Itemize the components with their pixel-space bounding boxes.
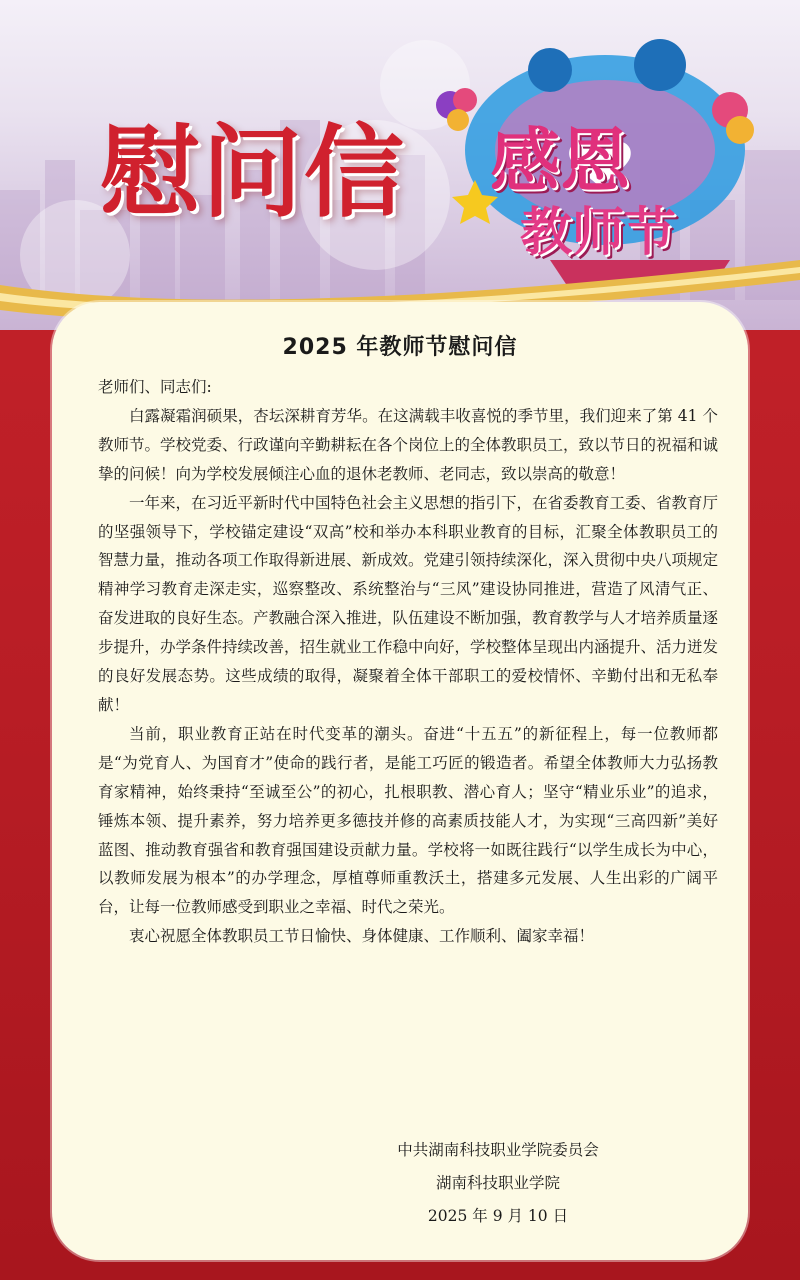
letter-paragraph: 衷心祝愿全体教职员工节日愉快、身体健康、工作顺利、阖家幸福！	[129, 927, 595, 946]
letter-paragraph: 当前，职业教育正站在时代变革的潮头。奋进“十五五”的新征程上，每一位教师都是“为党育人、为国育才”使命的践行者，是能工巧匠的锻造者。希望全体教师大力弘扬教育家精神，始终秉持“至诚至公”的初心，扎根职教、潜心育人；坚守“精业乐业”的追求，锤炼本领、提升素养，努力培养更多德技并修的高素质技能人才，为实现“三高四新”美好蓝图、推动教育强省和教育强国建设贡献力量。学校将一如既往践行“以学生成长为中心，以教师发展为根本”的办学理念，厚植尊师重教沃土，搭建多元发展、人生出彩的广阔平台，让每一位教师感受到职业之幸福、时代之荣光。	[98, 724, 718, 917]
letter-signature	[340, 1134, 656, 1233]
signature-org-party-committee: 中共湖南科技职业学院委员会	[397, 1141, 599, 1159]
badge-main-text: 感恩	[490, 120, 630, 202]
signature-org-college: 湖南科技职业学院	[435, 1174, 560, 1192]
letter-paragraph: 一年来，在习近平新时代中国特色社会主义思想的指引下，在省委教育工委、省教育厅的坚强领导下，学校锚定建设“双高”校和举办本科职业教育的目标，汇聚全体教职员工的智慧力量，推动各项工作取得新进展、新成效。党建引领持续深化，深入贯彻中央八项规定精神学习教育走深走实，巡察整改、系统整治与“三风”建设协同推进，营造了风清气正、奋发进取的良好生态。产教融合深入推进，队伍建设不断加强，教育教学与人才培养质量逐步提升，办学条件持续改善，招生就业工作稳中向好，学校整体呈现出内涵提升、活力迸发的良好发展态势。这些成绩的取得，凝聚着全体干部职工的爱校情怀、辛勤付出和无私奉献！	[98, 493, 719, 714]
letter-title: 2025 年教师节慰问信	[282, 335, 518, 360]
letter-paragraph: 白露凝霜润硕果，杏坛深耕育芳华。在这满载丰收喜悦的季节里，我们迎来了第 41 个教师节。学校党委、行政谨向辛勤耕耘在各个岗位上的全体教职员工，致以节日的祝福和诚挚的问候！向为学校发展倾注心血的退休老教师、老同志，致以崇高的敬意！	[98, 406, 719, 483]
letter-body	[98, 373, 718, 951]
header-title: 慰问信	[100, 114, 406, 231]
letter-greeting: 老师们、同志们:	[98, 378, 212, 396]
badge-sub-text: 教师节	[520, 203, 677, 263]
signature-date: 2025 年 9 月 10 日	[427, 1207, 569, 1225]
